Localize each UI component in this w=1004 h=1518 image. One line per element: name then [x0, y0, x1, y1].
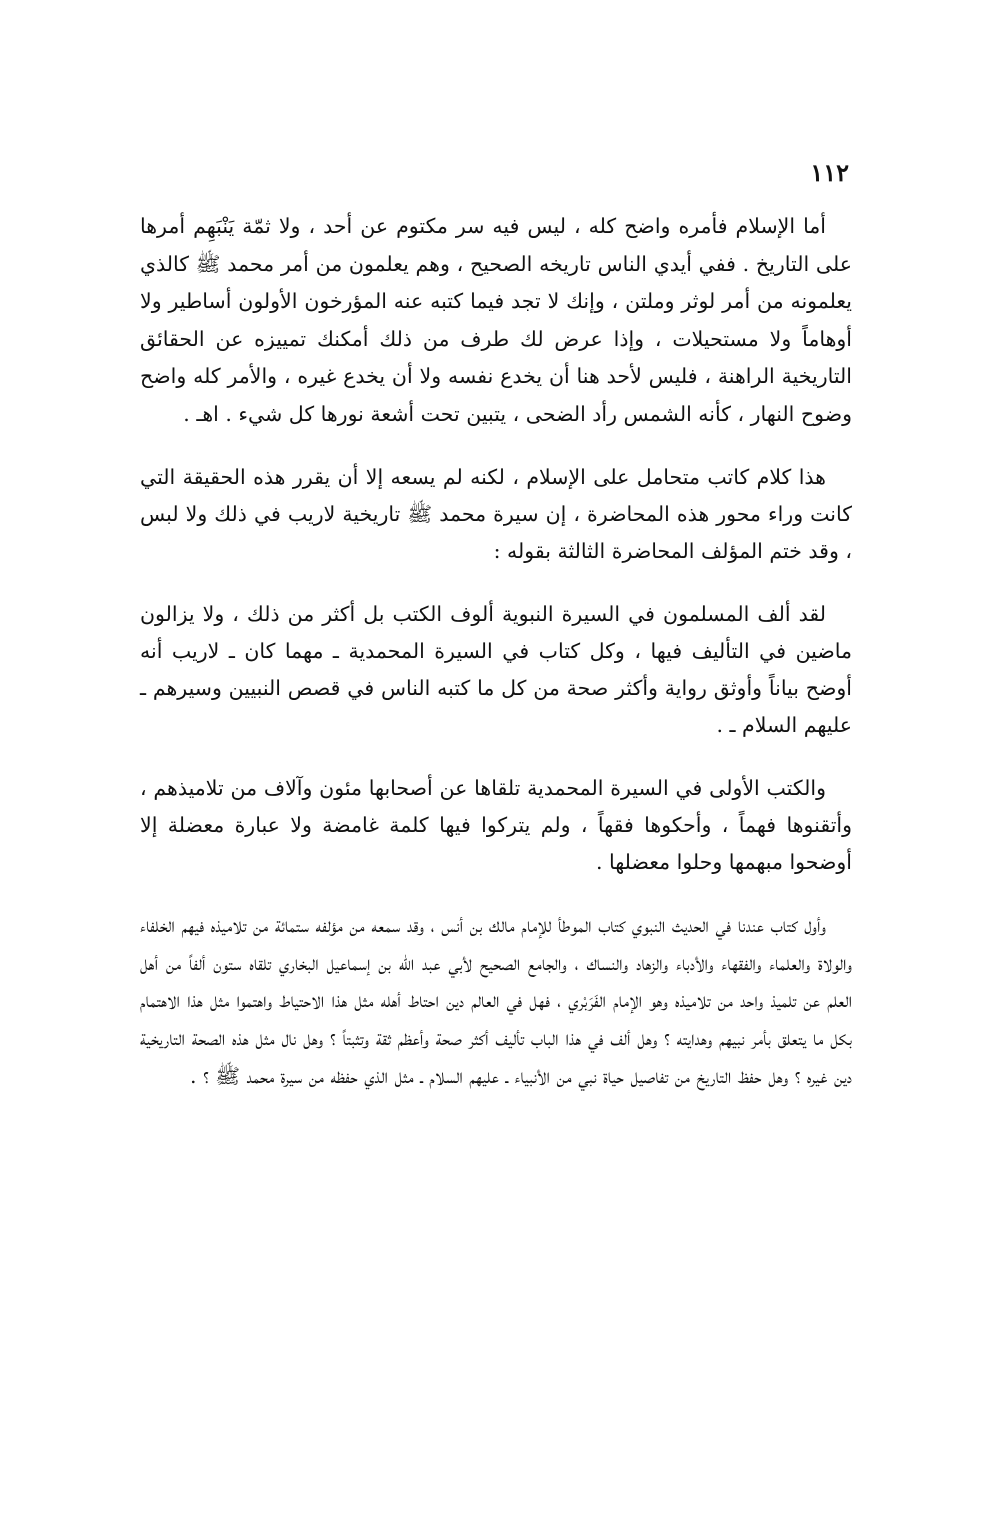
paragraph-4: والكتب الأولى في السيرة المحمدية تلقاها عن أصحابها مئون وآلاف من تلاميذهم ، وأتقنوها فهماً ، وأحكوها فقهاً ، ولم يتركوا فيها كلمة غامضة ولا عبارة معضلة إلا أوضحوا مبهمها وحلوا معضلها .	[140, 776, 852, 874]
paragraph-3: لقد ألف المسلمون في السيرة النبوية ألوف الكتب بل أكثر من ذلك ، ولا يزالون ماضين في التأليف فيها ، وكل كتاب في السيرة المحمدية ـ مهما كان ـ لاريب أنه أوضح بياناً وأوثق رواية وأكثر صحة من كل ما كتبه الناس في قصص النبيين وسيرهم ـ عليهم السلام ـ .	[140, 602, 852, 737]
body-text	[140, 208, 852, 1122]
paragraph-1: أما الإسلام فأمره واضح كله ، ليس فيه سر مكتوم عن أحد ، ولا ثمّة يَنْبَهِم أمرها على التاريخ . ففي أيدي الناس تاريخه الصحيح ، وهم يعلمون من أمر محمد ﷺ كالذي يعلمونه من أمر لوثر وملتن ، وإنك لا تجد فيما كتبه عنه المؤرخون الأولون أساطير ولا أوهاماً ولا مستحيلات ، وإذا عرض لك طرف من ذلك أمكنك تمييزه عن الحقائق التاريخية الراهنة ، فليس لأحد هنا أن يخدع نفسه ولا أن يخدع غيره ، والأمر كله واضح وضوح النهار ، كأنه الشمس رأد الضحى ، يتبين تحت أشعة نورها كل شيء . اهـ .	[140, 214, 852, 426]
paragraph-2: هذا كلام كاتب متحامل على الإسلام ، لكنه لم يسعه إلا أن يقرر هذه الحقيقة التي كانت وراء محور هذه المحاضرة ، إن سيرة محمد ﷺ تاريخية لاريب في ذلك ولا لبس ، وقد ختم المؤلف المحاضرة الثالثة بقوله :	[140, 465, 852, 563]
paragraph-5: وأول كتاب عندنا في الحديث النبوي كتاب الموطأ للإمام مالك بن أنس ، وقد سمعه من مؤلفه ستمائة من تلاميذه فيهم الخلفاء والولاة والعلماء والفقهاء والأدباء والزهاد والنساك ، والجامع الصحيح لأبي عبد الله بن إسماعيل البخاري تلقاه ستون ألفاً من أهل العلم عن تلميذ واحد من تلاميذه وهو الإمام الفَرَبْري ، فهل في العالم دين احتاط أهله مثل هذا الاحتياط واهتموا مثل هذا الاهتمام بكل ما يتعلق بأمر نبيهم وهدايته ؟ وهل ألف في هذا الباب تأليف أكثر صحة وأعظم ثقة وتثبتاً ؟ وهل نال مثل هذه الصحة التاريخية دين غيره ؟ وهل حفظ التاريخ من تفاصيل حياة نبي من الأنبياء ـ عليهم السلام ـ مثل الذي حفظه من سيرة محمد ﷺ ؟ .	[140, 913, 852, 1088]
page-number: ١١٢	[810, 158, 849, 187]
